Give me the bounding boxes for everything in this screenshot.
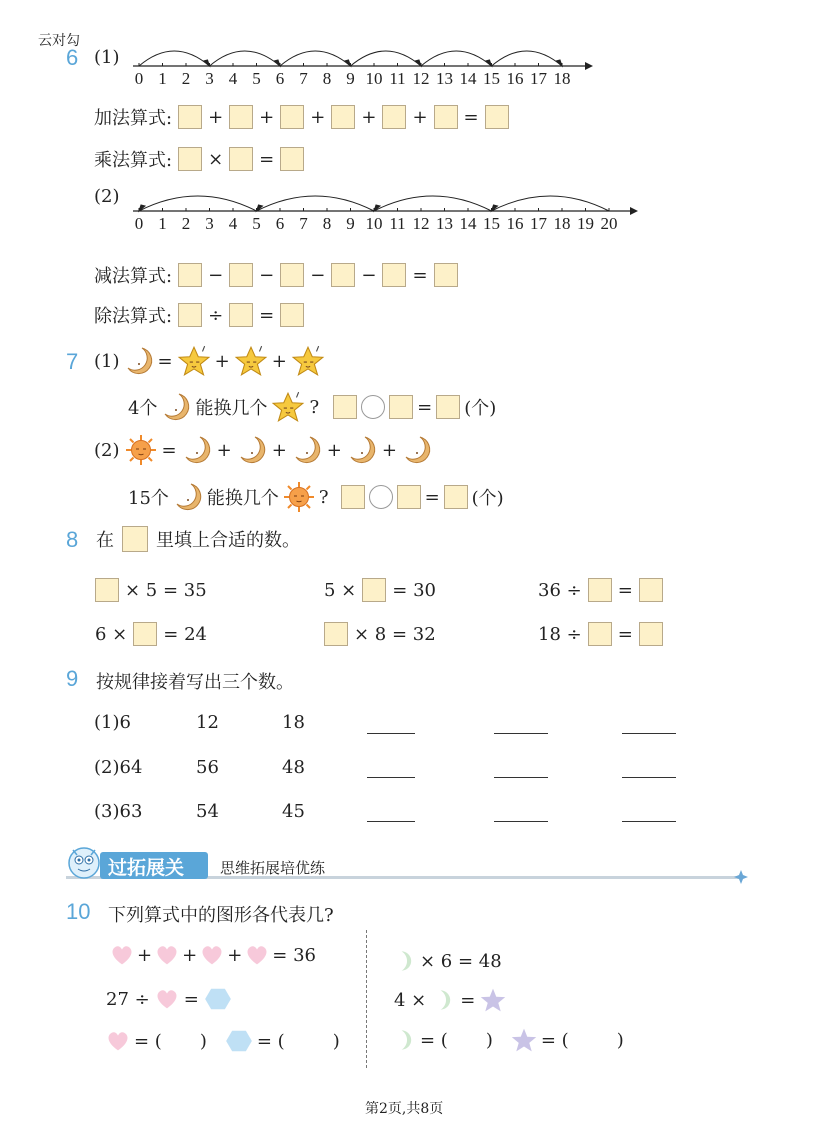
q10-right-answers <box>392 1027 624 1053</box>
number-line-1 <box>125 38 595 90</box>
answer-box[interactable] <box>397 485 421 509</box>
tick-label: 19 <box>577 214 594 233</box>
q8-title <box>96 526 300 552</box>
tick-label: 4 <box>228 214 238 233</box>
equation-text: = 24 <box>163 623 207 645</box>
tick-label: 15 <box>483 214 500 233</box>
green-moon-icon <box>392 1027 416 1053</box>
tick-label: 16 <box>506 214 524 233</box>
answer-blank[interactable] <box>622 777 676 778</box>
plus-sign: + <box>271 439 287 461</box>
tick-label: 16 <box>506 69 524 88</box>
equation-text: × 5 = 35 <box>125 579 207 601</box>
sparkle-icon <box>734 870 748 884</box>
answer-close: ) <box>199 1030 207 1052</box>
q7-part2-label: (2) <box>94 439 120 461</box>
jump-arc <box>351 51 422 66</box>
plus-sign: + <box>310 106 326 128</box>
tick-label: 11 <box>389 214 406 233</box>
heart-icon <box>245 944 269 966</box>
heart-icon <box>110 944 134 966</box>
green-moon-icon <box>392 948 416 974</box>
answer-box[interactable] <box>229 303 253 327</box>
number-line-2 <box>125 176 640 234</box>
division-label: 除法算式: <box>94 306 173 327</box>
answer-box[interactable] <box>485 105 509 129</box>
tick-label: 18 <box>553 214 571 233</box>
equals-sign: = <box>161 439 177 461</box>
tick-label: 17 <box>530 214 547 233</box>
answer-blank[interactable] <box>367 821 415 822</box>
tick-label: 15 <box>483 69 500 88</box>
answer-box[interactable] <box>280 263 304 287</box>
tick-label: 14 <box>459 69 477 88</box>
hexagon-icon <box>204 987 232 1011</box>
tick-label: 18 <box>553 69 571 88</box>
star-icon <box>177 344 211 378</box>
moon-icon <box>161 392 191 422</box>
sequence-term: 12 <box>196 712 219 733</box>
q10-right-eq2 <box>394 987 506 1013</box>
unit-label: (个) <box>464 398 497 419</box>
arrowhead <box>345 60 351 66</box>
tick-label: 1 <box>158 214 167 233</box>
answer-box[interactable] <box>280 303 304 327</box>
equation-text: 36 ÷ <box>538 579 582 601</box>
minus-sign: − <box>361 264 377 286</box>
arrowhead <box>274 60 280 66</box>
q7-q1-mid: 能换几个 <box>195 398 268 419</box>
tick-label: 0 <box>134 69 144 88</box>
subtraction-label: 减法算式: <box>94 266 173 287</box>
jump-arc <box>139 51 210 66</box>
sun-icon <box>125 434 157 466</box>
equation-text: × 8 = 32 <box>354 623 436 645</box>
times-sign: × <box>208 148 224 170</box>
jump-arc <box>210 51 281 66</box>
answer-open: = ( <box>540 1029 569 1051</box>
answer-blank[interactable] <box>622 733 676 734</box>
q7-part1-label: (1) <box>94 350 120 372</box>
moon-icon <box>182 435 212 465</box>
arrowhead <box>486 60 492 66</box>
sequence-term: 18 <box>282 712 305 733</box>
tick-label: 2 <box>181 214 191 233</box>
answer-box[interactable] <box>382 263 406 287</box>
q9-title: 按规律接着写出三个数。 <box>96 672 294 693</box>
unit-label: (个) <box>471 488 504 509</box>
jump-arc <box>492 196 610 211</box>
plus-sign: + <box>326 439 342 461</box>
moon-icon <box>347 435 377 465</box>
answer-box[interactable] <box>229 147 253 171</box>
answer-blank[interactable] <box>367 733 415 734</box>
question-10-number: 10 <box>66 899 91 924</box>
heart-icon <box>106 1030 130 1052</box>
tick-label: 20 <box>600 214 618 233</box>
equals-sign: = <box>259 304 275 326</box>
plus-sign: + <box>182 944 198 966</box>
question-7-number: 7 <box>66 349 79 374</box>
tick-label: 8 <box>322 214 332 233</box>
addition-row <box>94 104 509 130</box>
sequence-term: 56 <box>196 757 219 778</box>
tick-label: 5 <box>252 69 261 88</box>
q10-left-eq1 <box>110 944 316 966</box>
tick-label: 4 <box>228 69 238 88</box>
tick-label: 5 <box>252 214 261 233</box>
tick-label: 0 <box>134 214 144 233</box>
tick-label: 14 <box>459 214 477 233</box>
jump-arc <box>374 196 492 211</box>
sequence-term: 54 <box>196 801 219 822</box>
q8-r1c3 <box>538 578 663 602</box>
multiplication-row <box>94 146 304 172</box>
equals-sign: = <box>259 148 275 170</box>
answer-open: = ( <box>256 1030 285 1052</box>
equation-text: 6 × <box>95 623 128 645</box>
q7-part1-equation <box>94 344 325 378</box>
answer-box[interactable] <box>588 578 612 602</box>
equals-sign: = <box>157 350 173 372</box>
sequence-start: (2)64 <box>94 757 143 778</box>
arrowhead <box>556 60 562 66</box>
tick-label: 2 <box>181 69 191 88</box>
plus-sign: + <box>259 106 275 128</box>
tick-label: 11 <box>389 69 406 88</box>
moon-icon <box>173 482 203 512</box>
plus-sign: + <box>412 106 428 128</box>
answer-box[interactable] <box>133 622 157 646</box>
banner-title: 过拓展关 <box>108 857 185 879</box>
answer-box[interactable] <box>178 105 202 129</box>
multiplication-label: 乘法算式: <box>94 150 173 171</box>
plus-sign: + <box>208 106 224 128</box>
answer-box[interactable] <box>229 105 253 129</box>
equals-sign: = <box>617 623 633 645</box>
plus-sign: + <box>137 944 153 966</box>
q7-part2-equation <box>94 434 432 466</box>
sequence-term: 45 <box>282 801 305 822</box>
equals-sign: = <box>460 989 476 1011</box>
tick-label: 12 <box>412 69 430 88</box>
heart-icon <box>155 988 179 1010</box>
answer-open: = ( <box>420 1029 448 1051</box>
hexagon-icon <box>225 1029 253 1053</box>
answer-close: ) <box>616 1029 624 1051</box>
question-mark: ? <box>318 486 329 508</box>
tick-label: 9 <box>346 69 355 88</box>
answer-box[interactable] <box>280 147 304 171</box>
answer-box[interactable] <box>434 105 458 129</box>
banner-subtitle: 思维拓展培优练 <box>220 859 326 877</box>
star-icon <box>234 344 268 378</box>
answer-box[interactable] <box>178 263 202 287</box>
jump-arc <box>257 196 375 211</box>
question-6-number: 6 <box>66 45 79 70</box>
answer-box[interactable] <box>639 578 663 602</box>
purple-star-icon <box>480 987 506 1013</box>
heart-icon <box>200 944 224 966</box>
mascot-icon <box>66 843 106 883</box>
tick-label: 1 <box>158 69 167 88</box>
brand-label: 云对勾 <box>38 33 80 49</box>
question-8-number: 8 <box>66 527 79 552</box>
q8-r2c2 <box>324 622 436 646</box>
equation-text: = 30 <box>392 579 436 601</box>
purple-star-icon <box>511 1027 537 1053</box>
equals-sign: = <box>412 264 428 286</box>
equation-text: = 36 <box>272 944 316 966</box>
division-row <box>94 302 304 328</box>
answer-blank[interactable] <box>622 821 676 822</box>
sequence-term: 48 <box>282 757 305 778</box>
tick-label: 6 <box>275 214 285 233</box>
moon-icon <box>237 435 267 465</box>
page-number: 第2页,共8页 <box>365 1101 444 1117</box>
answer-box[interactable] <box>588 622 612 646</box>
q8-r1c2 <box>324 578 436 602</box>
answer-blank[interactable] <box>494 821 548 822</box>
answer-open: = ( <box>134 1030 162 1052</box>
answer-close: ) <box>332 1030 340 1052</box>
minus-sign: − <box>208 264 224 286</box>
answer-box[interactable] <box>324 622 348 646</box>
answer-box[interactable] <box>389 395 413 419</box>
tick-label: 6 <box>275 69 285 88</box>
sun-icon <box>283 481 315 513</box>
minus-sign: − <box>259 264 275 286</box>
q7-q2-prefix: 15个 <box>128 488 169 509</box>
operator-circle[interactable] <box>369 485 393 509</box>
plus-sign: + <box>216 439 232 461</box>
answer-blank[interactable] <box>494 733 548 734</box>
minus-sign: − <box>310 264 326 286</box>
answer-box[interactable] <box>331 105 355 129</box>
q8-r2c3 <box>538 622 663 646</box>
answer-box[interactable] <box>444 485 468 509</box>
sequence-start: (3)63 <box>94 801 143 822</box>
jump-arc <box>421 51 492 66</box>
answer-box[interactable] <box>341 485 365 509</box>
subtraction-row <box>94 262 458 288</box>
plus-sign: + <box>227 944 243 966</box>
column-divider <box>366 930 367 1068</box>
star-icon <box>291 344 325 378</box>
equals-sign: = <box>424 486 440 508</box>
equals-sign: = <box>417 396 433 418</box>
answer-box[interactable] <box>95 578 119 602</box>
jump-arc <box>492 51 563 66</box>
tick-label: 7 <box>299 214 308 233</box>
equals-sign: = <box>183 988 199 1010</box>
answer-close: ) <box>485 1029 493 1051</box>
q10-left-answers <box>106 1029 340 1053</box>
q10-right-eq1 <box>392 948 502 974</box>
tick-label: 8 <box>322 69 332 88</box>
green-moon-icon <box>431 987 455 1013</box>
jump-arc <box>280 51 351 66</box>
answer-box[interactable] <box>639 622 663 646</box>
answer-box[interactable] <box>333 395 357 419</box>
example-box <box>122 526 148 552</box>
question-9-number: 9 <box>66 666 79 691</box>
q6-part2-label: (2) <box>94 186 120 207</box>
equation-text: 4 × <box>394 989 427 1011</box>
q7-part2-question <box>128 481 504 513</box>
arrowhead <box>415 60 421 66</box>
answer-box[interactable] <box>229 263 253 287</box>
answer-box[interactable] <box>362 578 386 602</box>
tick-label: 10 <box>365 69 383 88</box>
moon-icon <box>402 435 432 465</box>
plus-sign: + <box>381 439 397 461</box>
q7-q1-prefix: 4个 <box>128 398 158 419</box>
q8-r2c1 <box>95 622 207 646</box>
q10-left-eq2 <box>106 987 232 1011</box>
moon-icon <box>124 346 154 376</box>
divide-sign: ÷ <box>208 304 224 326</box>
answer-box[interactable] <box>382 105 406 129</box>
addition-label: 加法算式: <box>94 108 173 129</box>
q7-q2-mid: 能换几个 <box>206 488 279 509</box>
tick-label: 13 <box>436 214 453 233</box>
answer-box[interactable] <box>434 263 458 287</box>
equals-sign: = <box>617 579 633 601</box>
tick-label: 10 <box>365 214 383 233</box>
q6-part1-label: (1) <box>94 47 120 68</box>
sequence-start: (1)6 <box>94 712 131 733</box>
operator-circle[interactable] <box>361 395 385 419</box>
heart-icon <box>155 944 179 966</box>
answer-box[interactable] <box>280 105 304 129</box>
tick-label: 9 <box>346 214 355 233</box>
question-mark: ? <box>309 396 320 418</box>
equation-text: 27 ÷ <box>106 988 150 1010</box>
answer-box[interactable] <box>331 263 355 287</box>
plus-sign: + <box>214 350 230 372</box>
star-icon <box>271 390 305 424</box>
equation-text: × 6 = 48 <box>420 950 502 972</box>
answer-blank[interactable] <box>494 777 548 778</box>
tick-label: 3 <box>205 69 214 88</box>
plus-sign: + <box>361 106 377 128</box>
tick-label: 13 <box>436 69 453 88</box>
q8-r1c1 <box>95 578 207 602</box>
plus-sign: + <box>271 350 287 372</box>
answer-blank[interactable] <box>367 777 415 778</box>
equation-text: 5 × <box>324 579 357 601</box>
q8-title-a: 在 <box>96 530 114 551</box>
tick-label: 17 <box>530 69 547 88</box>
q7-part1-question <box>128 390 496 424</box>
q10-title: 下列算式中的图形各代表几? <box>108 905 334 926</box>
tick-label: 7 <box>299 69 308 88</box>
q8-title-b: 里填上合适的数。 <box>156 530 300 551</box>
equation-text: 18 ÷ <box>538 623 582 645</box>
tick-label: 3 <box>205 214 214 233</box>
answer-box[interactable] <box>178 303 202 327</box>
moon-icon <box>292 435 322 465</box>
equals-sign: = <box>463 106 479 128</box>
answer-box[interactable] <box>436 395 460 419</box>
answer-box[interactable] <box>178 147 202 171</box>
tick-label: 12 <box>412 214 430 233</box>
jump-arc <box>139 196 257 211</box>
arrowhead <box>204 60 210 66</box>
